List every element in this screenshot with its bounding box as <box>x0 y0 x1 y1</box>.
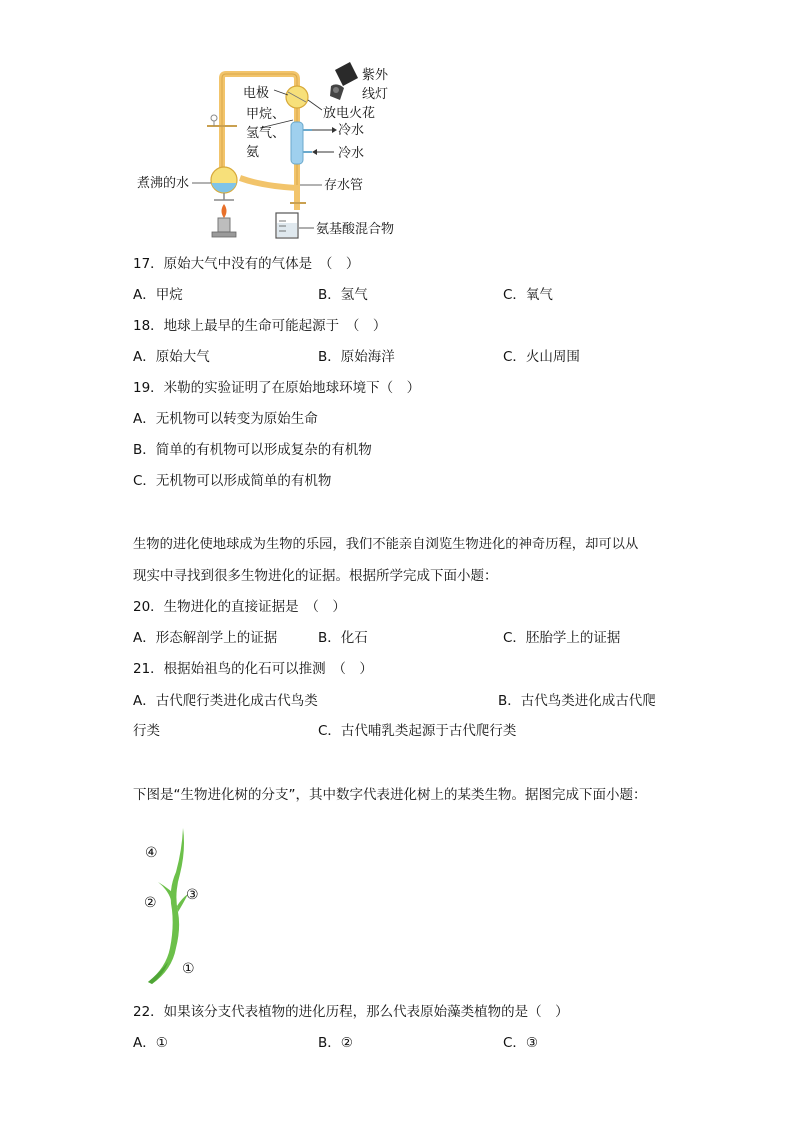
q20-option-b: B．化石 <box>318 630 368 646</box>
question-21: 21．根据始祖鸟的化石可以推测 （ ） <box>133 661 373 677</box>
gas-label-2: 氢气、 <box>246 126 286 141</box>
passage-3: 下图是“生物进化树的分支”，其中数字代表进化树上的某类生物。据图完成下面小题： <box>133 787 647 803</box>
q20-option-c: C．胚胎学上的证据 <box>503 630 621 646</box>
uv-lamp-icon <box>330 62 358 100</box>
gas-label-1: 甲烷、 <box>246 107 286 122</box>
q17-option-c: C．氧气 <box>503 287 553 303</box>
miller-apparatus-diagram <box>0 0 794 250</box>
q22-option-b: B．② <box>318 1035 353 1051</box>
cold-water-label-2: 冷水 <box>338 146 365 161</box>
question-22: 22．如果该分支代表植物的进化历程，那么代表原始藻类植物的是（ ） <box>133 1004 569 1020</box>
question-18: 18．地球上最早的生命可能起源于 （ ） <box>133 318 387 334</box>
q17-option-a: A．甲烷 <box>133 287 183 303</box>
q20-option-a: A．形态解剖学上的证据 <box>133 630 278 646</box>
electrode-label: 电极 <box>243 86 270 101</box>
burner <box>218 218 230 232</box>
amino-acid-label: 氨基酸混合物 <box>316 222 395 237</box>
uv-lamp-label-2: 线灯 <box>362 87 389 102</box>
tree-marker-3: ③ <box>186 887 199 903</box>
q22-option-c: C．③ <box>503 1035 539 1051</box>
water-storage-tube-label: 存水管 <box>324 178 364 193</box>
boiling-water-label: 煮沸的水 <box>137 176 190 191</box>
cold-water-label-1: 冷水 <box>338 123 365 138</box>
passage-2-line-1: 生物的进化使地球成为生物的乐园，我们不能亲自浏览生物进化的神奇历程，却可以从 <box>133 537 639 552</box>
question-20: 20．生物进化的直接证据是 （ ） <box>133 599 346 615</box>
q19-option-a: A．无机物可以转变为原始生命 <box>133 411 318 427</box>
q21-option-b: B．古代鸟类进化成古代爬 <box>498 693 656 709</box>
q19-option-c: C．无机物可以形成简单的有机物 <box>133 473 332 489</box>
q22-option-a: A．① <box>133 1035 168 1051</box>
q17-option-b: B．氢气 <box>318 287 368 303</box>
q21-option-c: C．古代哺乳类起源于古代爬行类 <box>318 723 517 739</box>
tree-marker-1: ① <box>182 961 195 977</box>
q21-option-b-continued: 行类 <box>133 723 160 739</box>
tree-marker-4: ④ <box>145 845 158 861</box>
flame-icon <box>222 204 227 218</box>
tree-marker-2: ② <box>144 895 157 911</box>
question-19: 19．米勒的实验证明了在原始地球环境下（ ） <box>133 380 421 396</box>
q18-option-a: A．原始大气 <box>133 349 210 365</box>
gas-label-3: 氨 <box>246 145 260 160</box>
uv-lamp-label-1: 紫外 <box>362 68 389 83</box>
evolution-tree-branch <box>0 820 794 1020</box>
condenser <box>291 122 303 164</box>
q21-option-a: A．古代爬行类进化成古代鸟类 <box>133 693 318 709</box>
q18-option-b: B．原始海洋 <box>318 349 395 365</box>
q18-option-c: C．火山周围 <box>503 349 580 365</box>
q19-option-b: B．简单的有机物可以形成复杂的有机物 <box>133 442 372 458</box>
spark-label: 放电火花 <box>323 106 376 121</box>
question-17: 17．原始大气中没有的气体是 （ ） <box>133 256 360 272</box>
passage-2-line-2: 现实中寻找到很多生物进化的证据。根据所学完成下面小题： <box>133 568 498 584</box>
